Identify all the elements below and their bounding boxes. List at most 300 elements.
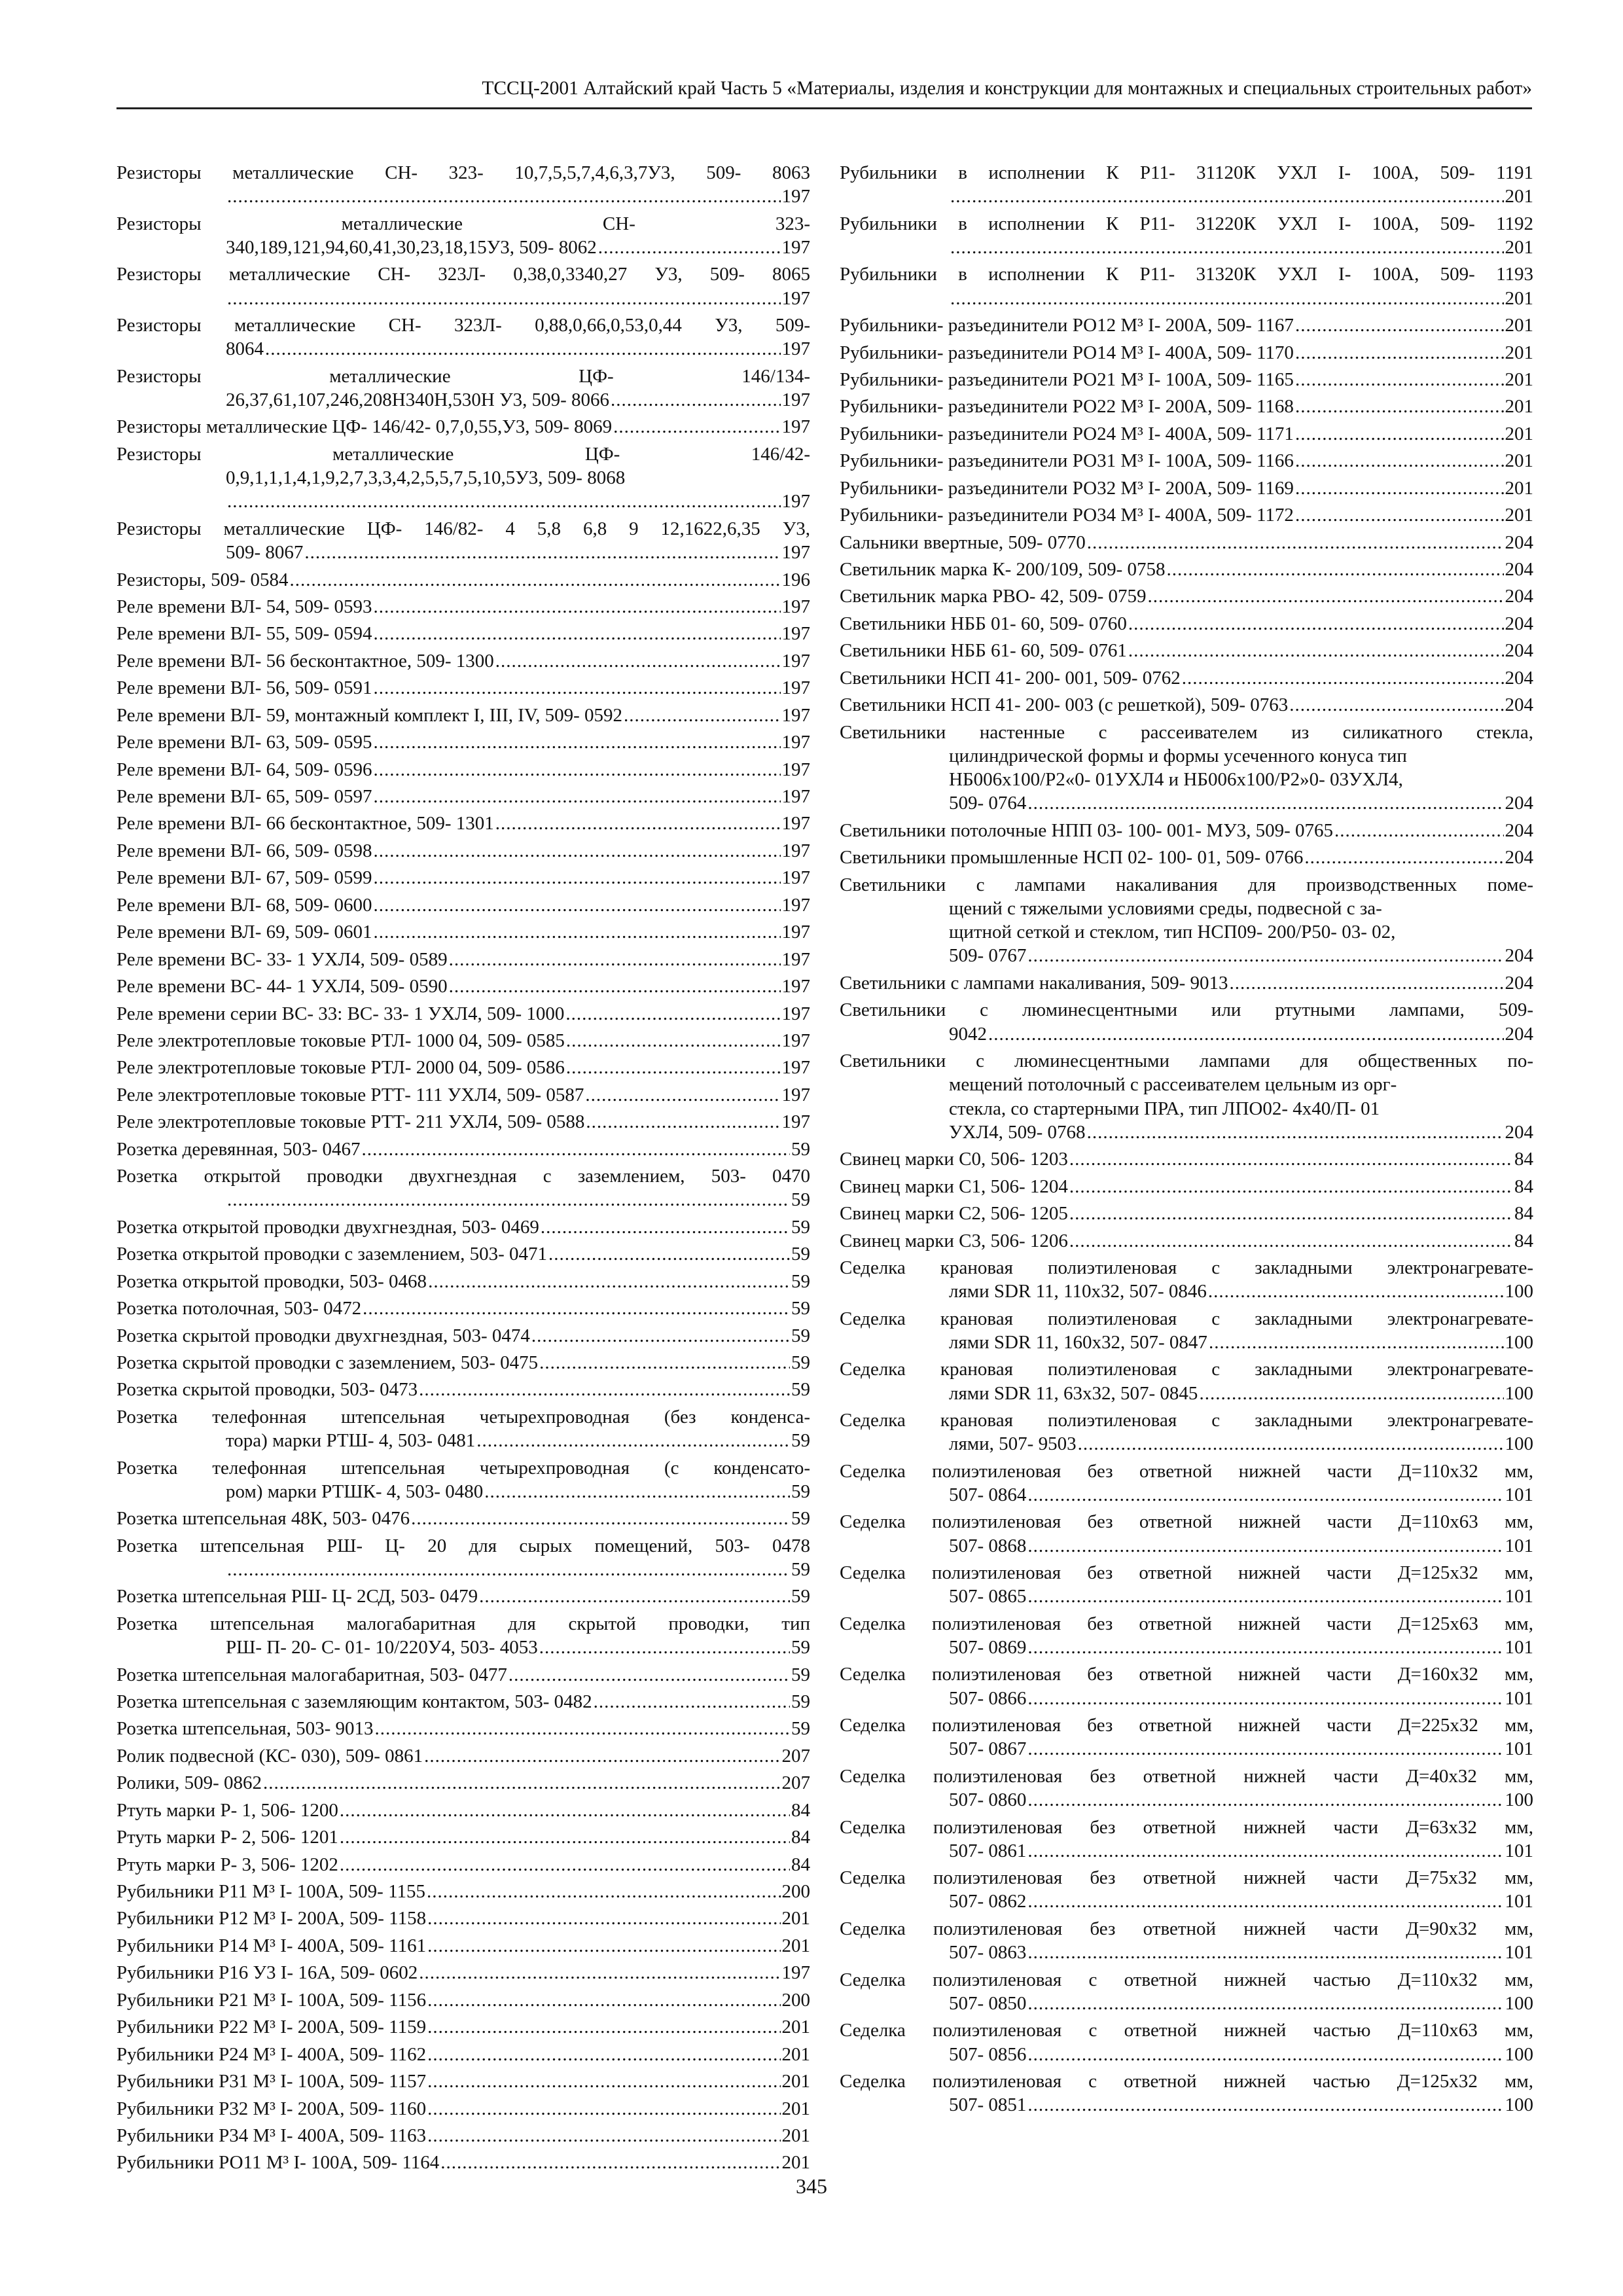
index-entry-page: 100 xyxy=(1505,1331,1533,1353)
index-entry-lastline xyxy=(116,730,810,754)
index-entry-tail: Реле времени ВЛ- 66 бесконтактное, 509- 1301 xyxy=(116,813,494,834)
index-entry xyxy=(840,873,1533,968)
index-entry-page: 100 xyxy=(1505,2094,1533,2116)
dot-leader xyxy=(427,2015,780,2039)
index-entry-page: 204 xyxy=(1505,531,1533,553)
index-entry-lastline xyxy=(116,1029,810,1052)
dot-leader xyxy=(1295,449,1504,473)
index-entry-page: 204 xyxy=(1505,613,1533,634)
index-entry-page: 100 xyxy=(1505,1382,1533,1404)
index-entry-lastline xyxy=(116,1663,810,1687)
index-entry-tail: Рубильники Р11 М³ I- 100А, 509- 1155 xyxy=(116,1881,425,1902)
index-entry xyxy=(840,639,1533,662)
index-entry-tail: Розетка потолочная, 503- 0472 xyxy=(116,1298,362,1319)
index-entry-tail: Рубильники Р32 М³ I- 200А, 509- 1160 xyxy=(116,2098,427,2119)
dot-leader xyxy=(265,337,781,361)
index-entry-tail: Реле времени серии ВС- 33: ВС- 33- 1 УХЛ4, 509- 1000 xyxy=(116,1003,565,1024)
dot-leader xyxy=(449,975,781,998)
index-entry xyxy=(840,1202,1533,1225)
index-entry xyxy=(840,584,1533,608)
index-entry-lastline xyxy=(116,1351,810,1374)
index-entry-lastline xyxy=(116,866,810,889)
index-entry-tail: Рубильники Р24 М³ I- 400А, 509- 1162 xyxy=(116,2043,427,2065)
index-entry-page: 59 xyxy=(791,1430,810,1452)
index-entry-tail: тора) марки РТШ- 4, 503- 0481 xyxy=(226,1430,476,1452)
index-entry xyxy=(840,341,1533,365)
index-entry-tail: Светильники НББ 61- 60, 509- 0761 xyxy=(840,640,1127,662)
index-entry-page: 84 xyxy=(1514,1203,1533,1225)
index-entry xyxy=(116,1029,810,1052)
index-entry-tail: Реле времени ВЛ- 55, 509- 0594 xyxy=(116,623,372,645)
index-entry xyxy=(840,449,1533,473)
index-entry-lastline xyxy=(840,1331,1533,1354)
index-entry-page: 100 xyxy=(1505,1281,1533,1302)
index-entry xyxy=(116,1270,810,1293)
dot-leader xyxy=(263,1771,780,1795)
index-entry-page: 101 xyxy=(1505,1586,1533,1607)
index-entry xyxy=(840,1968,1533,2016)
index-entry-text: Седелка полиэтиленовая с ответной нижней частью Д=125х32 мм, xyxy=(840,2070,1533,2092)
index-entry-lastline xyxy=(116,1799,810,1822)
index-entry-page: 197 xyxy=(781,867,810,889)
index-entry-tail: лями SDR 11, 160х32, 507- 0847 xyxy=(949,1331,1207,1353)
dot-leader xyxy=(479,1585,790,1608)
dot-leader xyxy=(1295,341,1504,365)
index-entry-tail: Розетка скрытой проводки с заземлением, 503- 0475 xyxy=(116,1352,539,1373)
index-entry-tail: РШ- П- 20- С- 01- 10/220У4, 503- 4053 xyxy=(226,1637,538,1659)
index-entry-page: 204 xyxy=(1505,1023,1533,1045)
index-entry-text: Резисторы металлические СН- 323Л- 0,38,0,3340,27 У3, 509- 8065 xyxy=(116,264,810,285)
dot-leader xyxy=(950,287,1504,310)
dot-leader xyxy=(1027,2043,1503,2066)
dot-leader xyxy=(1027,2093,1503,2117)
index-entry-lastline xyxy=(840,612,1533,636)
index-entry-text: Светильники с люминесцентными или ртутными лампами, 509- xyxy=(840,999,1533,1021)
dot-leader xyxy=(1027,1534,1503,1558)
index-entry xyxy=(840,212,1533,260)
dot-leader xyxy=(950,185,1504,208)
index-entry-lastline xyxy=(116,1083,810,1107)
index-entry-page: 197 xyxy=(781,677,810,699)
index-entry-lastline xyxy=(116,2151,810,2174)
index-entry-text: НБ006х100/Р2«0- 01УХЛ4 и НБ006х100/Р2»0- 03УХЛ4, xyxy=(949,769,1403,791)
index-entry xyxy=(116,1507,810,1530)
index-entry-lastline xyxy=(116,1378,810,1401)
dot-leader xyxy=(424,1744,780,1768)
index-entry xyxy=(840,819,1533,842)
index-entry-text: Седелка полиэтиленовая с ответной нижней частью Д=110х32 мм, xyxy=(840,1969,1533,1990)
index-entry-tail: 340,189,121,94,60,41,30,23,18,15У3, 509- 8062 xyxy=(226,236,597,258)
index-entry-lastline xyxy=(840,422,1533,446)
dot-leader xyxy=(1304,846,1503,869)
index-entry-tail: Рубильники Р22 М³ I- 200А, 509- 1159 xyxy=(116,2017,427,2038)
index-entry-tail: Свинец марки С1, 506- 1204 xyxy=(840,1175,1068,1197)
index-entry-page: 101 xyxy=(1505,1891,1533,1912)
dot-leader xyxy=(374,595,781,619)
dot-leader xyxy=(340,1799,790,1822)
index-entry xyxy=(116,365,810,412)
index-entry xyxy=(840,612,1533,636)
dot-leader xyxy=(1295,368,1504,391)
index-entry xyxy=(840,531,1533,554)
index-entry-tail: 9042 xyxy=(949,1023,987,1045)
index-entry xyxy=(116,920,810,944)
dot-leader xyxy=(1148,584,1504,608)
index-entry-tail: 507- 0863 xyxy=(949,1942,1027,1964)
index-entry-lastline xyxy=(116,839,810,863)
index-entry xyxy=(116,1110,810,1134)
dot-leader xyxy=(1295,422,1504,446)
index-entry-page: 197 xyxy=(781,948,810,970)
dot-leader xyxy=(374,758,781,781)
index-entry xyxy=(840,1510,1533,1558)
index-entry-page: 201 xyxy=(1505,186,1533,207)
index-entry-page: 101 xyxy=(1505,1535,1533,1556)
index-entry-page: 201 xyxy=(1505,423,1533,444)
index-entry-tail: Сальники ввертные, 509- 0770 xyxy=(840,531,1086,553)
index-entry-page: 101 xyxy=(1505,1637,1533,1658)
index-entry xyxy=(840,1662,1533,1710)
dot-leader xyxy=(611,388,780,412)
dot-leader xyxy=(1027,1585,1503,1608)
index-entry-lastline xyxy=(116,1585,810,1608)
index-entry xyxy=(116,948,810,971)
index-entry xyxy=(116,1585,810,1608)
dot-leader xyxy=(1027,1636,1503,1659)
index-entry-text: Седелка полиэтиленовая без ответной нижней части Д=110х63 мм, xyxy=(840,1511,1533,1533)
index-entry-tail: лями SDR 11, 110х32, 507- 0846 xyxy=(949,1281,1207,1302)
index-entry-lastline xyxy=(840,1839,1533,1863)
index-entry-text: Седелка крановая полиэтиленовая с закладными электронагревате- xyxy=(840,1308,1533,1329)
index-entry-page: 201 xyxy=(1505,287,1533,309)
dot-leader xyxy=(227,185,781,208)
index-entry xyxy=(840,2070,1533,2117)
index-entry-page: 201 xyxy=(781,2098,810,2119)
dot-leader xyxy=(419,1961,780,1984)
index-entry-text: Седелка полиэтиленовая без ответной нижней части Д=90х32 мм, xyxy=(840,1918,1533,1939)
index-entry-tail: Реле электротепловые токовые РТТ- 111 УХЛ4, 509- 0587 xyxy=(116,1084,584,1105)
index-entry-text: Седелка полиэтиленовая без ответной нижней части Д=40х32 мм, xyxy=(840,1765,1533,1787)
index-entry xyxy=(116,1988,810,2012)
index-entry-lastline xyxy=(840,666,1533,690)
index-entry-text: Седелка полиэтиленовая без ответной нижней части Д=125х63 мм, xyxy=(840,1613,1533,1634)
index-entry-text: Резисторы металлические СН- 323- xyxy=(116,213,810,234)
index-entry-lastline xyxy=(116,2015,810,2039)
dot-leader xyxy=(340,1825,790,1849)
index-entry-page: 197 xyxy=(781,786,810,807)
dot-leader xyxy=(508,1663,790,1687)
index-entry-tail: Реле времени ВЛ- 54, 509- 0593 xyxy=(116,596,372,617)
dot-leader xyxy=(1295,314,1504,337)
index-entry-tail: Ртуть марки Р- 3, 506- 1202 xyxy=(116,1854,338,1875)
index-entry-page: 197 xyxy=(781,1030,810,1051)
index-entry-tail: 509- 8067 xyxy=(226,542,304,564)
index-entry-tail: Светильники с лампами накаливания, 509- 9013 xyxy=(840,972,1228,994)
index-entry xyxy=(116,262,810,310)
index-entry-lastline xyxy=(116,1717,810,1740)
index-entry xyxy=(116,785,810,808)
index-column-left xyxy=(116,161,810,2178)
index-entry-lastline xyxy=(116,541,810,564)
index-entry-page: 204 xyxy=(1505,819,1533,841)
index-entry-text: Седелка крановая полиэтиленовая с закладными электронагревате- xyxy=(840,1410,1533,1431)
dot-leader xyxy=(624,704,781,727)
index-entry-page: 204 xyxy=(1505,640,1533,662)
index-entry-lastline xyxy=(116,568,810,592)
index-entry-text: стекла, со стартерными ПРА, тип ЛПО02- 4х40/П- 01 xyxy=(949,1098,1380,1119)
dot-leader xyxy=(363,1297,790,1320)
index-entry-text: Рубильники в исполнении К Р11- 31220К УХЛ I- 100А, 509- 1192 xyxy=(840,213,1533,234)
index-entry-tail: Светильники промышленные НСП 02- 100- 01, 509- 0766 xyxy=(840,847,1304,869)
index-entry xyxy=(116,1002,810,1026)
index-entry-page: 101 xyxy=(1505,1840,1533,1861)
index-entry xyxy=(116,1690,810,1713)
dot-leader xyxy=(1208,1280,1504,1303)
dot-leader xyxy=(1069,1147,1513,1171)
index-entry-tail: Ртуть марки Р- 2, 506- 1201 xyxy=(116,1827,338,1848)
index-entry-tail: 509- 0764 xyxy=(949,793,1027,814)
index-entry-text: Светильники с люминесцентными лампами для общественных по- xyxy=(840,1050,1533,1071)
index-entry-lastline xyxy=(116,1744,810,1768)
index-entry-text: Светильники с лампами накаливания для производственных поме- xyxy=(840,874,1533,895)
index-entry-tail: 507- 0856 xyxy=(949,2043,1027,2065)
dot-leader xyxy=(566,1056,781,1079)
index-entry xyxy=(116,622,810,645)
index-entry xyxy=(840,1816,1533,1863)
index-entry-tail: 507- 0867 xyxy=(949,1738,1027,1760)
dot-leader xyxy=(495,649,781,673)
index-entry-page: 84 xyxy=(1514,1149,1533,1170)
index-entry xyxy=(116,1351,810,1374)
index-entry-page: 197 xyxy=(781,1003,810,1024)
index-entry-text: Седелка полиэтиленовая без ответной нижней части Д=63х32 мм, xyxy=(840,1816,1533,1838)
index-entry-tail: Светильник марка К- 200/109, 509- 0758 xyxy=(840,559,1166,580)
index-entry-page: 59 xyxy=(791,1352,810,1373)
dot-leader xyxy=(1334,819,1503,842)
index-entry-tail: лями SDR 11, 63х32, 507- 0845 xyxy=(949,1382,1198,1404)
dot-leader xyxy=(1295,503,1504,527)
index-entry-lastline xyxy=(116,649,810,673)
index-entry-page: 204 xyxy=(1505,559,1533,580)
index-entry-lastline xyxy=(116,1188,810,1211)
index-entry-lastline xyxy=(840,1992,1533,2015)
index-entry-page: 59 xyxy=(791,1664,810,1685)
dot-leader xyxy=(375,1717,790,1740)
index-entry xyxy=(116,1324,810,1348)
index-entry-page: 204 xyxy=(1505,694,1533,716)
index-entry-lastline xyxy=(840,2043,1533,2066)
index-entry-lastline xyxy=(116,1934,810,1958)
index-entry-page: 101 xyxy=(1505,1738,1533,1760)
index-entry-lastline xyxy=(840,531,1533,554)
index-entry xyxy=(116,1297,810,1320)
index-entry-page: 59 xyxy=(791,1189,810,1211)
index-entry-page: 59 xyxy=(791,1325,810,1346)
index-entry xyxy=(116,2015,810,2039)
index-entry-lastline xyxy=(840,558,1533,581)
index-entry-tail: 507- 0865 xyxy=(949,1586,1027,1607)
index-entry-lastline xyxy=(116,1324,810,1348)
index-entry-lastline xyxy=(116,1270,810,1293)
index-entry-lastline xyxy=(840,584,1533,608)
dot-leader xyxy=(1027,1687,1503,1710)
index-entry xyxy=(116,1138,810,1161)
index-entry-lastline xyxy=(840,236,1533,259)
index-entry-tail: Светильники НББ 01- 60, 509- 0760 xyxy=(840,613,1127,634)
index-entry-text: Седелка полиэтиленовая без ответной нижней части Д=125х32 мм, xyxy=(840,1562,1533,1584)
index-entry-lastline xyxy=(116,185,810,208)
index-entry-page: 101 xyxy=(1505,1687,1533,1709)
index-entry-tail: Розетка штепсельная с заземляющим контактом, 503- 0482 xyxy=(116,1691,592,1712)
index-entry xyxy=(116,2097,810,2121)
index-entry-lastline xyxy=(116,388,810,412)
index-entry-text: Резисторы металлические ЦФ- 146/42- xyxy=(116,443,810,465)
index-entry xyxy=(840,1460,1533,1507)
index-entry-lastline xyxy=(840,1229,1533,1253)
index-entry-lastline xyxy=(116,676,810,700)
index-entry xyxy=(116,442,810,514)
header-divider xyxy=(116,107,1532,109)
index-entry-page: 204 xyxy=(1505,793,1533,814)
dot-leader xyxy=(419,1378,790,1401)
index-entry-page: 100 xyxy=(1505,1789,1533,1811)
index-entry xyxy=(116,2043,810,2066)
dot-leader xyxy=(495,812,781,835)
dot-leader xyxy=(428,1270,790,1293)
index-entry-tail: 26,37,61,107,246,208Н340Н,530Н У3, 509- 8066 xyxy=(226,389,610,410)
index-entry-lastline xyxy=(116,975,810,998)
dot-leader xyxy=(531,1324,790,1348)
index-entry-lastline xyxy=(840,449,1533,473)
index-entry-tail: Свинец марки С3, 506- 1206 xyxy=(840,1230,1068,1251)
index-entry-tail: Рубильники- разъединители РО32 М³ I- 200А, 509- 1169 xyxy=(840,477,1294,499)
index-entry-page: 201 xyxy=(1505,315,1533,336)
index-entry-tail: 507- 0860 xyxy=(949,1789,1027,1811)
index-entry-lastline xyxy=(840,1280,1533,1303)
index-entry-page: 84 xyxy=(1514,1230,1533,1251)
index-entry xyxy=(116,730,810,754)
index-entry-lastline xyxy=(840,791,1533,815)
index-entry xyxy=(116,812,810,835)
dot-leader xyxy=(427,2124,780,2147)
index-entry-page: 197 xyxy=(781,236,810,258)
index-entry xyxy=(840,1256,1533,1304)
index-entry-lastline xyxy=(116,1558,810,1581)
index-entry-lastline xyxy=(840,944,1533,967)
dot-leader xyxy=(427,2043,780,2066)
index-entry-text: Резисторы металлические СН- 323- 10,7,5,5,7,4,6,3,7У3, 509- 8063 xyxy=(116,162,810,183)
dot-leader xyxy=(374,893,781,917)
index-entry-lastline xyxy=(116,595,810,619)
index-entry xyxy=(840,1408,1533,1456)
index-entry-text: Резисторы металлические ЦФ- 146/82- 4 5,8 6,8 9 12,1622,6,35 У3, xyxy=(116,518,810,539)
index-entry-lastline xyxy=(116,1138,810,1161)
index-entry-page: 197 xyxy=(781,704,810,726)
index-entry-page: 59 xyxy=(791,1298,810,1319)
index-entry-lastline xyxy=(840,1687,1533,1710)
index-entry-text: цилиндрической формы и формы усеченного конуса тип xyxy=(949,745,1407,766)
dot-leader xyxy=(594,1690,790,1713)
index-entry-tail: Розетка открытой проводки, 503- 0468 xyxy=(116,1270,427,1292)
running-header: ТССЦ-2001 Алтайский край Часть 5 «Материалы, изделия и конструкции для монтажных и специальных строительных работ» xyxy=(482,78,1532,99)
dot-leader xyxy=(1289,693,1503,717)
dot-leader xyxy=(1027,1941,1503,1964)
index-entry-text: щений с тяжелыми условиями среды, подвесной с за- xyxy=(949,897,1382,919)
index-entry-lastline xyxy=(116,1880,810,1903)
index-entry-tail: Рубильники Р21 М³ I- 100А, 509- 1156 xyxy=(116,1989,427,2011)
index-entry xyxy=(116,1056,810,1079)
index-entry xyxy=(840,971,1533,995)
index-entry-lastline xyxy=(116,1771,810,1795)
index-entry-lastline xyxy=(116,415,810,439)
dot-leader xyxy=(1087,1121,1504,1144)
dot-leader xyxy=(1069,1229,1513,1253)
index-column-right xyxy=(840,161,1533,2121)
index-entry-page: 201 xyxy=(781,2071,810,2092)
index-entry-page: 59 xyxy=(791,1586,810,1607)
index-entry-page: 204 xyxy=(1505,667,1533,689)
index-entry-page: 197 xyxy=(781,732,810,753)
index-entry-tail: Розетка штепсельная 48К, 503- 0476 xyxy=(116,1508,410,1530)
index-entry-lastline xyxy=(840,2093,1533,2117)
index-entry-page: 100 xyxy=(1505,2043,1533,2065)
index-entry-tail: Розетка штепсельная, 503- 9013 xyxy=(116,1718,374,1740)
index-entry-page: 200 xyxy=(781,1989,810,2011)
dot-leader xyxy=(1027,944,1503,967)
index-entry xyxy=(116,1405,810,1453)
index-entry-tail: Свинец марки С0, 506- 1203 xyxy=(840,1149,1068,1170)
index-entry-tail: Рубильники Р34 М³ I- 400А, 509- 1163 xyxy=(116,2125,427,2146)
index-entry-lastline xyxy=(116,1056,810,1079)
index-entry xyxy=(116,1215,810,1239)
index-entry xyxy=(840,1561,1533,1609)
page-number: 345 xyxy=(796,2174,827,2198)
index-entry-lastline xyxy=(116,1215,810,1239)
dot-leader xyxy=(541,1215,790,1239)
index-entry-page: 197 xyxy=(781,894,810,916)
index-entry-page: 197 xyxy=(781,922,810,943)
index-entry-tail: Рубильники- разъединители РО12 М³ I- 200А, 509- 1167 xyxy=(840,315,1294,336)
index-entry-page: 201 xyxy=(781,2125,810,2146)
index-entry-tail: Реле времени ВС- 33- 1 УХЛ4, 509- 0589 xyxy=(116,948,448,970)
dot-leader xyxy=(1295,476,1504,500)
index-entry xyxy=(116,1717,810,1740)
index-entry xyxy=(840,476,1533,500)
dot-leader xyxy=(427,2097,780,2121)
index-entry-page: 207 xyxy=(781,1745,810,1767)
index-entry-tail: Реле электротепловые токовые РТЛ- 2000 04, 509- 0586 xyxy=(116,1057,565,1079)
index-entry-page: 197 xyxy=(781,186,810,207)
index-entry xyxy=(840,1357,1533,1405)
index-entry xyxy=(116,676,810,700)
index-entry xyxy=(116,595,810,619)
index-entry-lastline xyxy=(116,812,810,835)
index-entry xyxy=(840,1765,1533,1812)
index-entry xyxy=(840,846,1533,869)
index-entry xyxy=(116,1771,810,1795)
index-entry-page: 59 xyxy=(791,1379,810,1401)
index-entry xyxy=(116,415,810,439)
index-entry-page: 84 xyxy=(791,1799,810,1821)
index-entry-tail: Реле времени ВС- 44- 1 УХЛ4, 509- 0590 xyxy=(116,976,448,997)
index-entry-page: 197 xyxy=(781,338,810,360)
index-entry-tail: 509- 0767 xyxy=(949,945,1027,967)
index-entry-page: 197 xyxy=(781,976,810,997)
index-entry-page: 84 xyxy=(791,1827,810,1848)
dot-leader xyxy=(304,541,780,564)
index-entry-lastline xyxy=(840,1534,1533,1558)
dot-leader xyxy=(1027,1992,1503,2015)
